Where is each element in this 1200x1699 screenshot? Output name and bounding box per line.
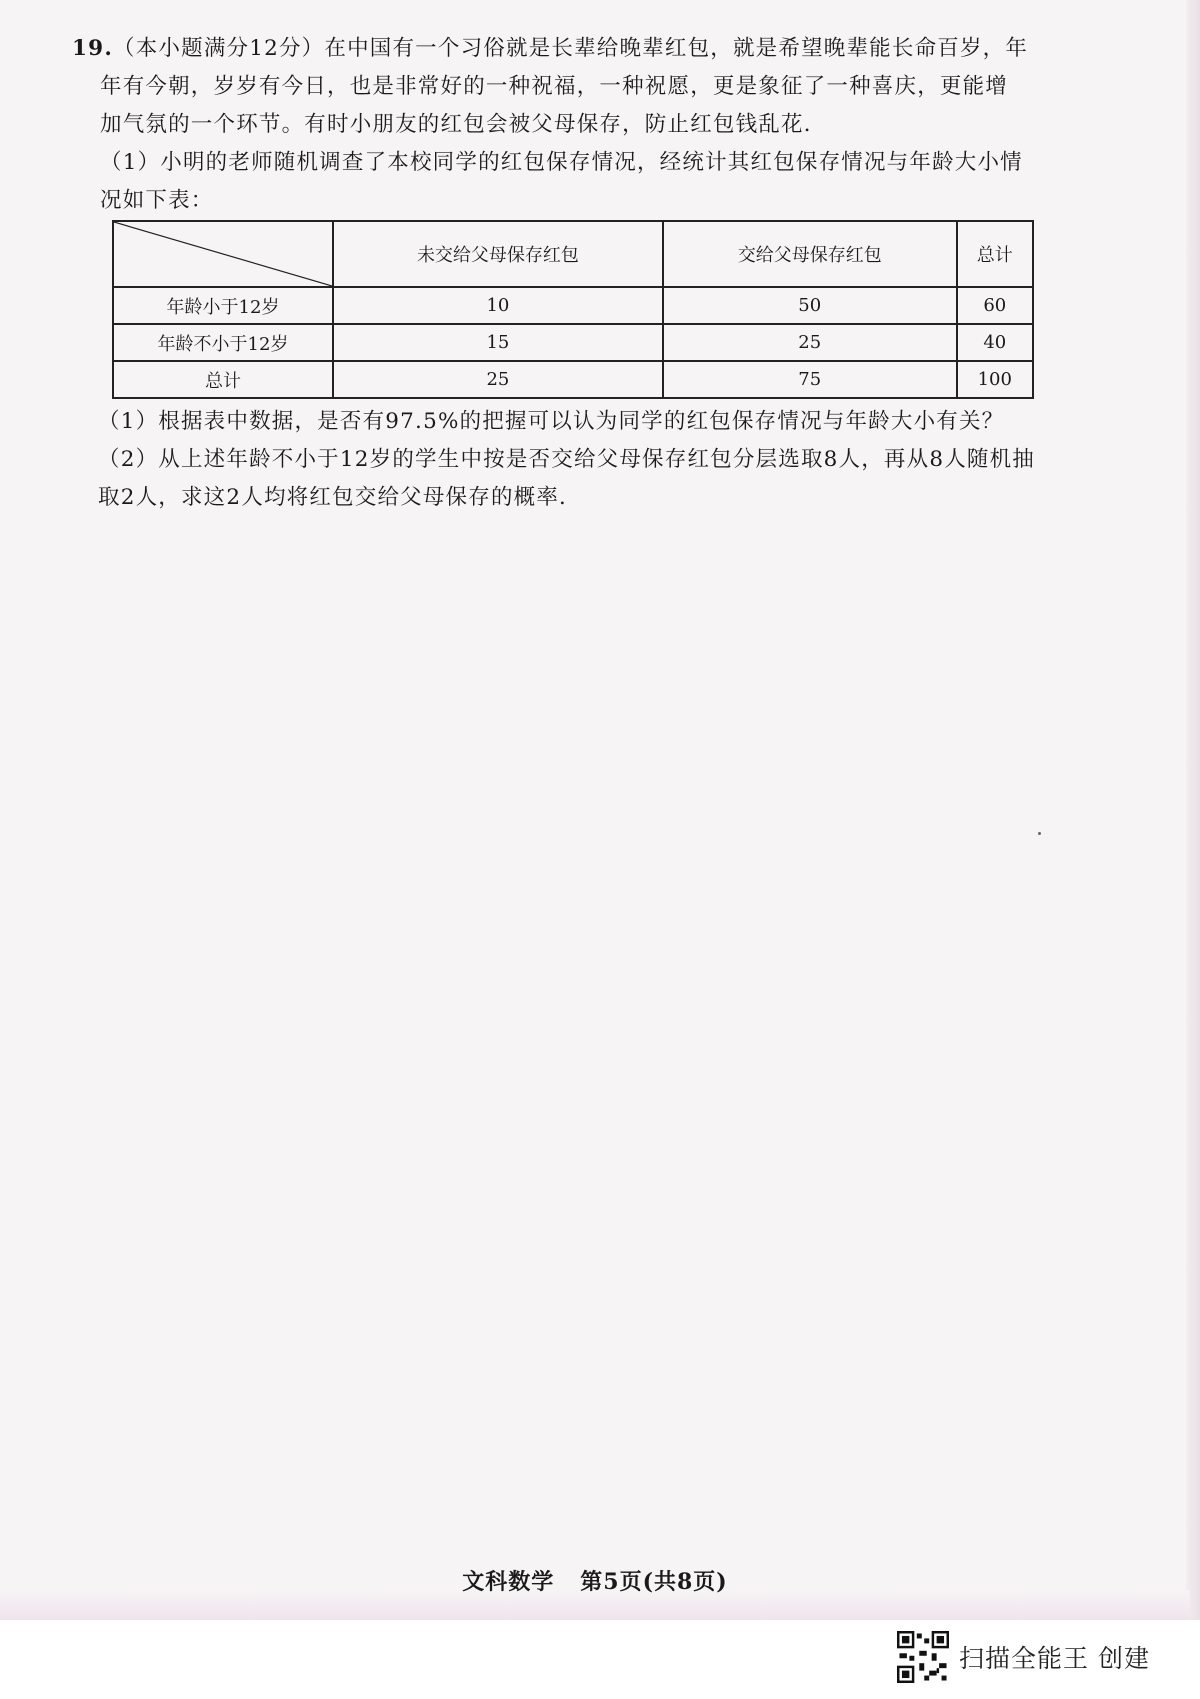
question-2-cont: 取2人，求这2人均将红包交给父母保存的概率． <box>98 485 582 510</box>
scanner-watermark <box>897 1632 1150 1682</box>
problem-line-3: 加气氛的一个环节。有时小朋友的红包会被父母保存，防止红包钱乱花． <box>100 112 827 137</box>
row-label: 年龄不小于12岁 <box>113 324 333 361</box>
table-header: 未交给父母保存红包 <box>333 221 663 287</box>
row-label: 总计 <box>113 361 333 398</box>
table-header-row <box>113 221 1033 287</box>
problem-block <box>72 30 1092 220</box>
table-cell: 100 <box>957 361 1033 398</box>
table-header: 总计 <box>957 221 1033 287</box>
qr-code-icon <box>897 1631 949 1683</box>
table-row <box>113 287 1033 324</box>
row-label: 年龄小于12岁 <box>113 287 333 324</box>
diagonal-line <box>114 222 332 286</box>
problem-line-5: 况如下表： <box>100 188 214 213</box>
watermark-text: 扫描全能王 创建 <box>959 1644 1150 1673</box>
footer-subject: 文科数学 <box>462 1569 555 1595</box>
table-cell: 40 <box>957 324 1033 361</box>
table-header: 交给父母保存红包 <box>663 221 957 287</box>
table-row <box>113 361 1033 398</box>
questions-block <box>72 403 1092 517</box>
table-row <box>113 324 1033 361</box>
table-cell: 50 <box>663 287 957 324</box>
problem-line-4: （1）小明的老师随机调查了本校同学的红包保存情况，经统计其红包保存情况与年龄大小情 <box>100 150 1023 175</box>
table-corner-cell <box>113 221 333 287</box>
page-footer <box>0 1565 1190 1596</box>
problem-line-2: 年有今朝，岁岁有今日，也是非常好的一种祝福，一种祝愿，更是象征了一种喜庆，更能增 <box>100 74 1009 99</box>
page-edge <box>1186 0 1200 1620</box>
table-cell: 75 <box>663 361 957 398</box>
question-1: （1）根据表中数据，是否有97.5%的把握可以认为同学的红包保存情况与年龄大小有关？ <box>98 409 1005 434</box>
table-cell: 60 <box>957 287 1033 324</box>
problem-line-1: 19.（本小题满分12分）在中国有一个习俗就是长辈给晚辈红包，就是希望晚辈能长命百岁，年 <box>72 36 1029 61</box>
table-cell: 10 <box>333 287 663 324</box>
table-cell: 25 <box>663 324 957 361</box>
footer-page-number: 第5页(共8页) <box>580 1569 728 1595</box>
contingency-table <box>112 220 1034 399</box>
table-cell: 15 <box>333 324 663 361</box>
question-2: （2）从上述年龄不小于12岁的学生中按是否交给父母保存红包分层选取8人，再从8人随机抽 <box>98 447 1035 472</box>
table-cell: 25 <box>333 361 663 398</box>
problem-number: 19. <box>72 36 114 61</box>
scan-speck <box>1038 832 1041 835</box>
